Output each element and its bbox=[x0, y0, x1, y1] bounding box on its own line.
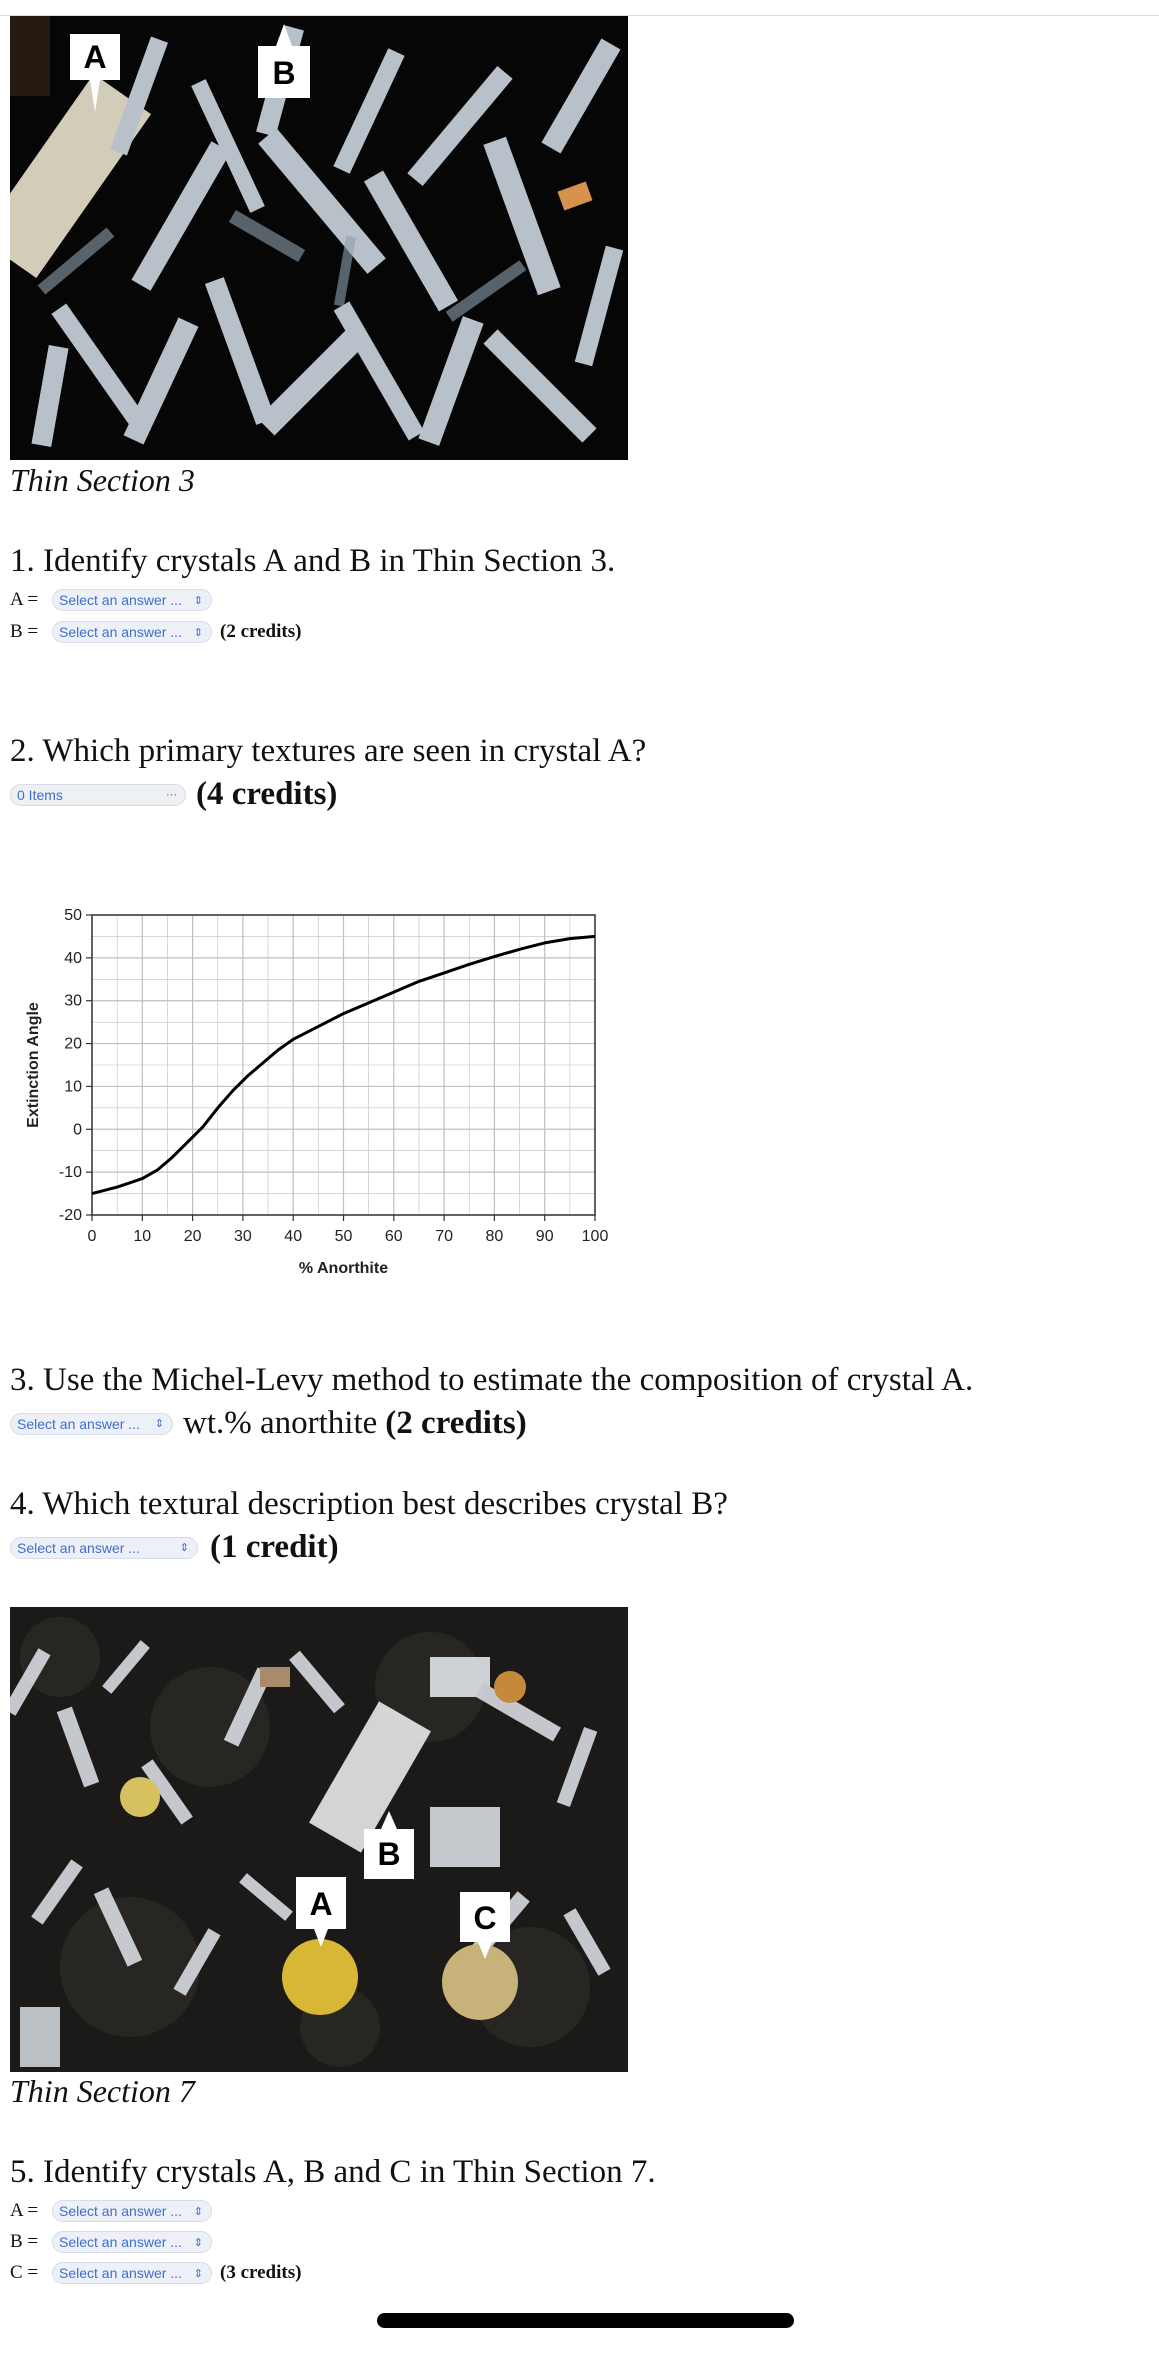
y-tick-label: -10 bbox=[58, 1164, 82, 1182]
x-tick-label: 80 bbox=[485, 1228, 504, 1245]
q5-select-b-value: Select an answer ... bbox=[59, 2234, 182, 2250]
q3-credits: (2 credits) bbox=[385, 1405, 527, 1441]
q5-row-b bbox=[10, 2229, 212, 2255]
question-1-text: 1. Identify crystals A and B in Thin Section 3. bbox=[10, 543, 616, 579]
question-3-text: 3. Use the Michel-Levy method to estimate the composition of crystal A. bbox=[10, 1362, 974, 1398]
updown-icon: ⇕ bbox=[179, 1542, 189, 1554]
updown-icon: ⇕ bbox=[193, 2236, 203, 2249]
q5-label-a: A = bbox=[10, 2200, 39, 2221]
q4-select-value: Select an answer ... bbox=[17, 1539, 140, 1556]
x-tick-label: 20 bbox=[183, 1228, 202, 1245]
q1-row-b bbox=[10, 619, 301, 645]
x-tick-label: 40 bbox=[284, 1228, 303, 1245]
q5-label-b: B = bbox=[10, 2231, 39, 2252]
q1-label-a: A = bbox=[10, 589, 39, 610]
y-tick-label: 40 bbox=[64, 949, 82, 967]
thin-section-7-image bbox=[10, 1607, 628, 2072]
q3-select-value: Select an answer ... bbox=[17, 1415, 140, 1432]
svg-text:C: C bbox=[473, 1900, 497, 1936]
thin-section-3-micrograph bbox=[10, 16, 628, 460]
y-tick-label: 50 bbox=[64, 907, 82, 924]
q1-select-b[interactable] bbox=[52, 621, 212, 643]
q2-credits: (4 credits) bbox=[196, 776, 338, 812]
extinction-angle-chart bbox=[10, 895, 630, 1295]
question-2-text: 2. Which primary textures are seen in crystal A? bbox=[10, 733, 647, 769]
x-axis-label: % Anorthite bbox=[298, 1260, 389, 1277]
thin-section-7-micrograph bbox=[10, 1607, 628, 2072]
q5-select-c[interactable] bbox=[52, 2262, 212, 2284]
updown-icon: ⇕ bbox=[193, 2267, 203, 2280]
y-tick-label: 10 bbox=[64, 1078, 82, 1096]
q5-select-a[interactable] bbox=[52, 2200, 212, 2222]
q5-select-a-value: Select an answer ... bbox=[59, 2203, 182, 2219]
q3-select[interactable] bbox=[10, 1413, 173, 1435]
y-axis-label: Extinction Angle bbox=[25, 1002, 42, 1128]
svg-text:B: B bbox=[272, 55, 296, 91]
ellipsis-icon: ··· bbox=[166, 788, 177, 801]
q1-select-a[interactable] bbox=[52, 589, 212, 611]
x-tick-label: 90 bbox=[535, 1228, 554, 1245]
q3-suffix: wt.% anorthite bbox=[183, 1405, 378, 1441]
y-tick-label: 20 bbox=[64, 1035, 82, 1053]
q4-credits: (1 credit) bbox=[210, 1529, 339, 1565]
thin-section-7-caption: Thin Section 7 bbox=[10, 2073, 195, 2109]
home-indicator[interactable] bbox=[377, 2313, 794, 2328]
q2-items-value: 0 Items bbox=[17, 786, 63, 803]
svg-text:B: B bbox=[377, 1836, 401, 1872]
q5-row-c bbox=[10, 2260, 301, 2286]
x-tick-label: 70 bbox=[435, 1228, 453, 1245]
q5-credits: (3 credits) bbox=[220, 2262, 302, 2283]
q5-select-c-value: Select an answer ... bbox=[59, 2265, 182, 2281]
x-tick-label: 0 bbox=[87, 1228, 97, 1245]
updown-icon: ⇕ bbox=[193, 626, 203, 639]
q1-credits: (2 credits) bbox=[220, 621, 302, 642]
y-tick-label: 0 bbox=[73, 1121, 82, 1139]
q1-select-a-value: Select an answer ... bbox=[59, 592, 182, 608]
q5-row-a bbox=[10, 2198, 212, 2224]
x-tick-label: 60 bbox=[384, 1228, 403, 1245]
updown-icon: ⇕ bbox=[193, 594, 203, 607]
q2-answer-row bbox=[10, 776, 337, 813]
q5-label-c: C = bbox=[10, 2262, 39, 2283]
updown-icon: ⇕ bbox=[193, 2205, 203, 2218]
thin-section-3-caption: Thin Section 3 bbox=[10, 462, 195, 498]
question-5-text: 5. Identify crystals A, B and C in Thin Section 7. bbox=[10, 2154, 656, 2190]
x-tick-label: 10 bbox=[133, 1228, 152, 1245]
y-tick-label: 30 bbox=[64, 992, 82, 1010]
q1-label-b: B = bbox=[10, 621, 39, 642]
q3-answer-row bbox=[10, 1405, 527, 1442]
q4-answer-row bbox=[10, 1529, 339, 1566]
svg-text:A: A bbox=[309, 1886, 333, 1922]
q1-select-b-value: Select an answer ... bbox=[59, 624, 182, 640]
x-tick-label: 50 bbox=[334, 1228, 353, 1245]
updown-icon: ⇕ bbox=[154, 1418, 164, 1430]
question-4-text: 4. Which textural description best describes crystal B? bbox=[10, 1486, 728, 1522]
q4-select[interactable] bbox=[10, 1537, 198, 1559]
extinction-angle-chart-svg bbox=[10, 895, 630, 1295]
q1-row-a bbox=[10, 587, 212, 613]
y-tick-label: -20 bbox=[58, 1207, 82, 1224]
thin-section-3-image bbox=[10, 16, 628, 460]
q2-items-select[interactable] bbox=[10, 784, 186, 806]
q5-select-b[interactable] bbox=[52, 2231, 212, 2253]
svg-text:A: A bbox=[83, 39, 107, 75]
x-tick-label: 30 bbox=[234, 1228, 252, 1245]
x-tick-label: 100 bbox=[581, 1228, 609, 1245]
